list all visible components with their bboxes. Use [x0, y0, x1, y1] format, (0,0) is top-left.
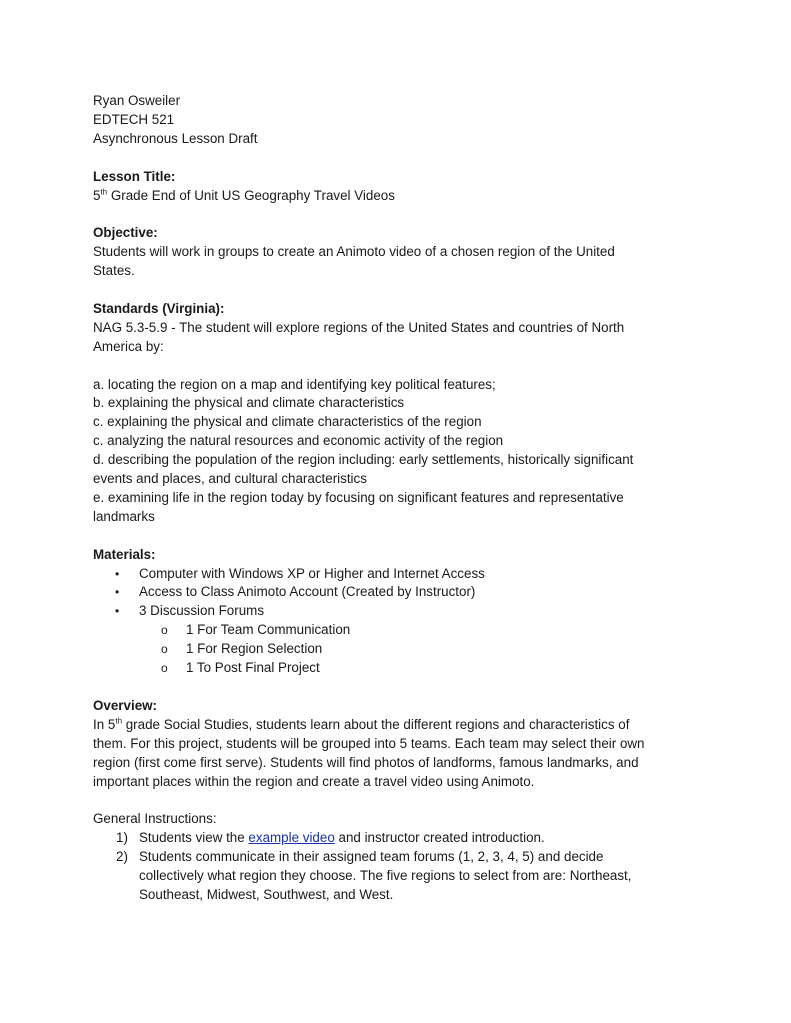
overview-line: important places within the region and create a travel video using Animoto.	[93, 773, 535, 789]
materials-heading: Materials:	[93, 546, 156, 562]
standard-item: a. locating the region on a map and identifying key political features;	[93, 376, 496, 392]
standard-item: e. examining life in the region today by focusing on significant features and representative	[93, 489, 624, 505]
lesson-title-heading: Lesson Title:	[93, 168, 176, 184]
standard-item: landmarks	[93, 508, 155, 524]
list-item: o 1 To Post Final Project	[93, 659, 703, 678]
example-video-link[interactable]: example video	[248, 830, 335, 846]
overview-line: them. For this project, students will be grouped into 5 teams. Each team may select their own	[93, 735, 645, 751]
standard-item: c. analyzing the natural resources and economic activity of the region	[93, 433, 504, 449]
list-item: • Access to Class Animoto Account (Created by Instructor)	[93, 583, 703, 602]
standard-item: b. explaining the physical and climate characteristics	[93, 395, 405, 411]
forum-sublist	[139, 621, 703, 678]
materials-list	[93, 565, 703, 678]
instructions-list	[93, 829, 703, 905]
standards-intro: NAG 5.3-5.9 - The student will explore regions of the United States and countries of North	[93, 319, 625, 335]
circle-bullet-icon: o	[161, 623, 168, 638]
standards-heading: Standards (Virginia):	[93, 300, 225, 316]
document-body	[93, 92, 703, 905]
overview-heading: Overview:	[93, 697, 158, 713]
lesson-title-grade: 5	[93, 187, 101, 203]
bullet-icon: •	[115, 566, 120, 581]
document-type: Asynchronous Lesson Draft	[93, 130, 258, 146]
author-name: Ryan Osweiler	[93, 93, 181, 108]
bullet-icon: •	[115, 604, 120, 619]
lesson-title-rest: Grade End of Unit US Geography Travel Videos	[107, 187, 395, 203]
list-item: • Computer with Windows XP or Higher and Internet Access	[93, 565, 703, 584]
objective-heading: Objective:	[93, 225, 158, 241]
step-number: 1)	[116, 830, 128, 846]
list-item: 1) Students view the example video and instructor created introduction.	[93, 829, 703, 848]
circle-bullet-icon: o	[161, 661, 168, 676]
course-code: EDTECH 521	[93, 111, 175, 127]
standard-item: d. describing the population of the region including: early settlements, historically significant	[93, 452, 634, 468]
bullet-icon: •	[115, 585, 120, 600]
step-number: 2)	[116, 849, 128, 865]
standard-item: events and places, and cultural characteristics	[93, 471, 367, 487]
overview-line: region (first come first serve). Students will find photos of landforms, famous landmarks, and	[93, 754, 639, 770]
list-item: 2) Students communicate in their assigned team forums (1, 2, 3, 4, 5) and decide collectively what region they choose. The five regions to select from are: Northeast, Southeast, Midwest, Southwest, and West.	[116, 849, 632, 902]
list-item: • 3 Discussion Forums o 1 For Team Communication o 1 For Region Selection o 1 To Post Final Project	[93, 602, 703, 678]
objective-line: Students will work in groups to create an Animoto video of a chosen region of the United	[93, 244, 615, 260]
instructions-heading: General Instructions:	[93, 811, 217, 827]
list-item: o 1 For Region Selection	[93, 640, 703, 659]
overview-line: In 5th grade Social Studies, students learn about the different regions and characteristics of	[93, 716, 630, 732]
lesson-title-grade-suffix: th	[100, 187, 108, 197]
objective-line: States.	[93, 263, 135, 279]
list-item: o 1 For Team Communication	[93, 621, 703, 640]
lesson-title-text	[93, 187, 703, 206]
standard-item: c. explaining the physical and climate characteristics of the region	[93, 414, 482, 430]
standards-intro: America by:	[93, 338, 164, 354]
circle-bullet-icon: o	[161, 642, 168, 657]
